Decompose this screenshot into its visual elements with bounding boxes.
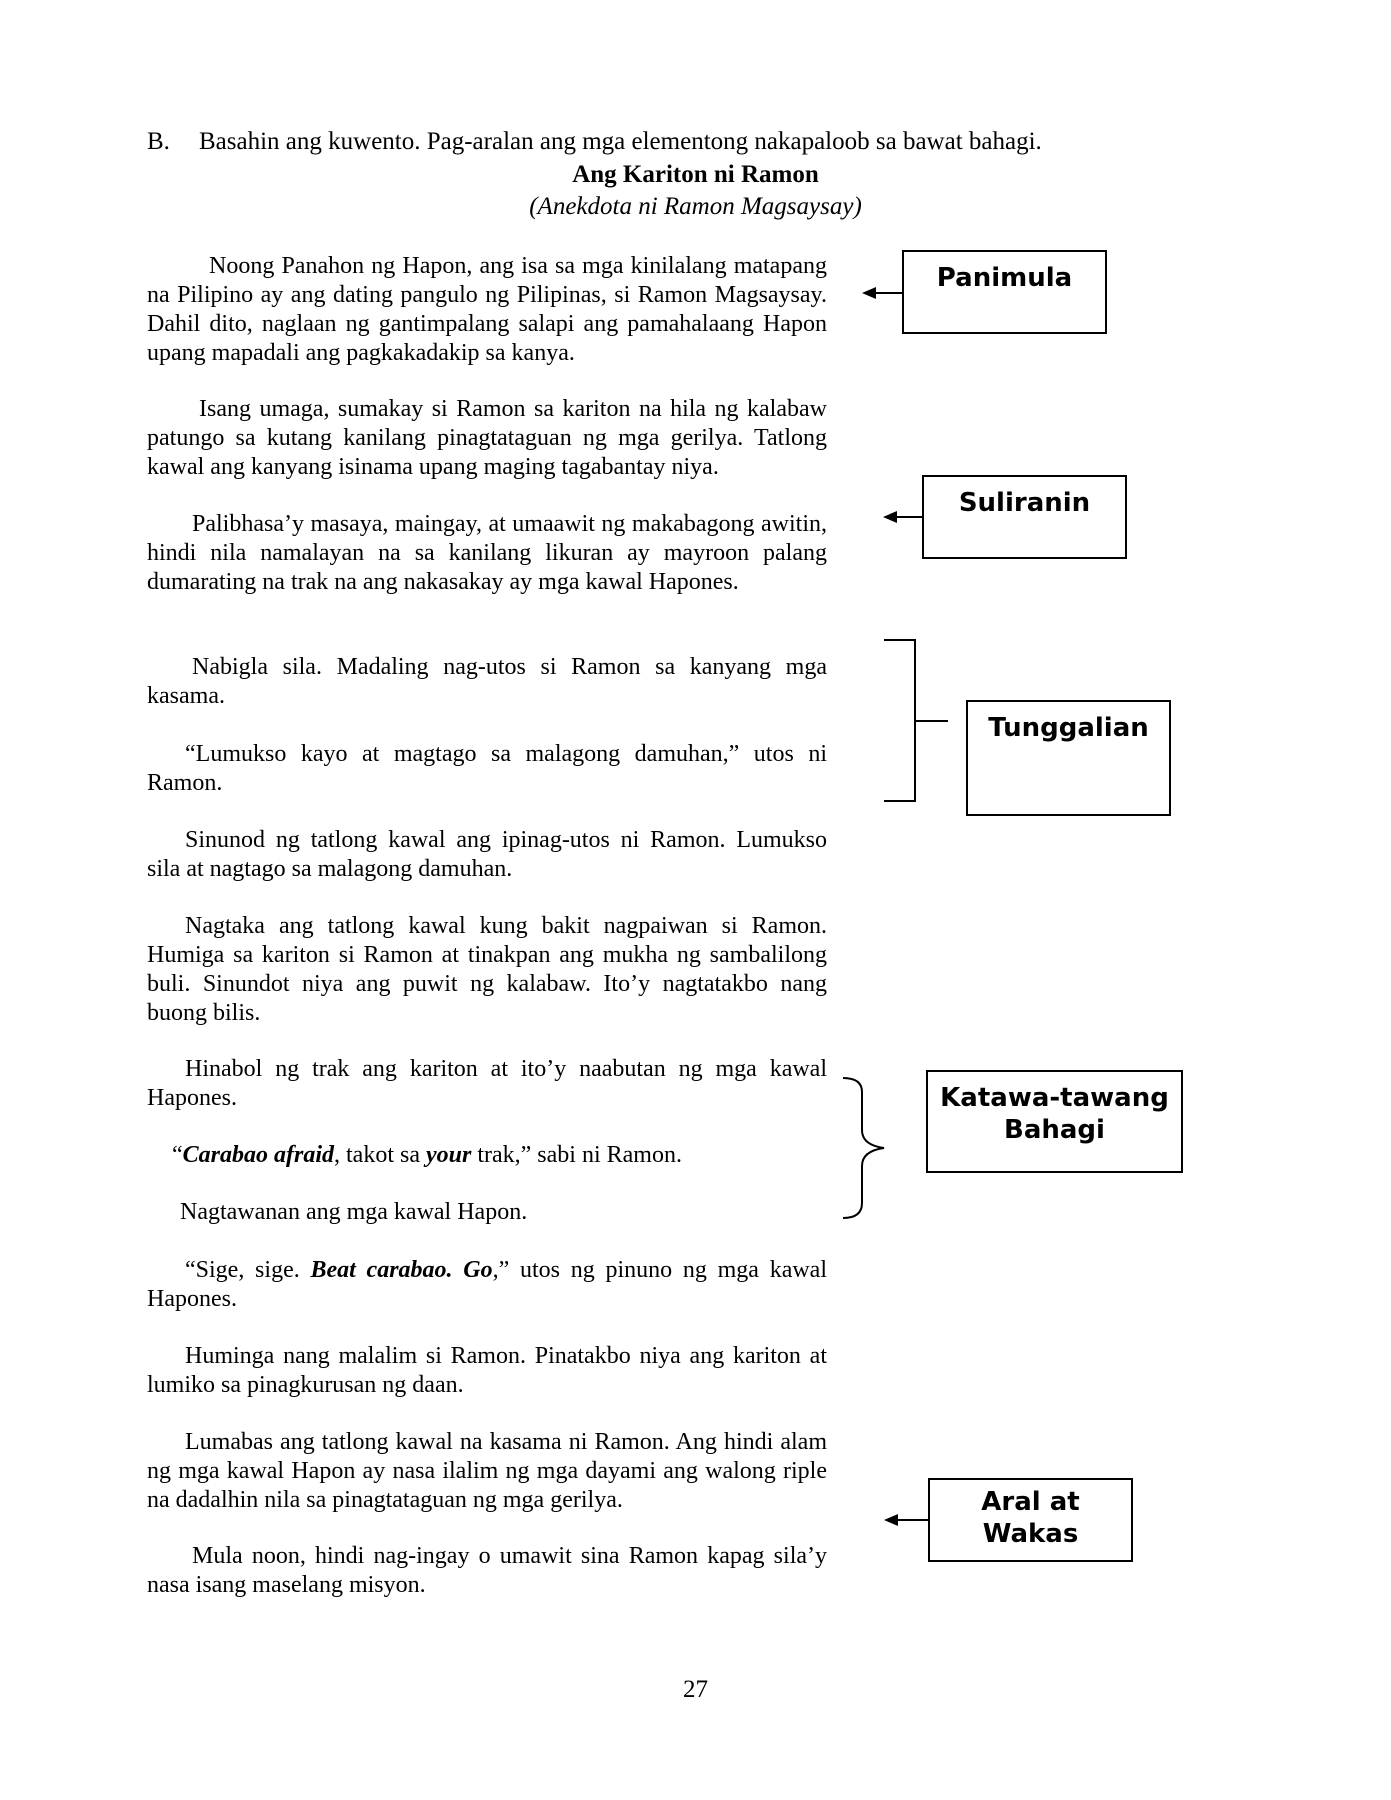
p9-mid: , takot sa (334, 1142, 426, 1168)
story-subtitle: (Anekdota ni Ramon Magsaysay) (529, 193, 862, 220)
paragraph-12: Huminga nang malalim si Ramon. Pinatakbo niya ang kariton at lumiko sa pinagkurusan ng daan. (147, 1343, 827, 1398)
label-aral-line-2: Wakas (982, 1519, 1079, 1549)
paragraph-10: Nagtawanan ang mga kawal Hapon. (180, 1199, 528, 1225)
story-title: Ang Kariton ni Ramon (572, 161, 819, 188)
paragraph-14: Mula noon, hindi nag-ingay o umawit sina Ramon kapag sila’y nasa isang maselang misyon. (147, 1543, 827, 1598)
label-katawa-line-1: Katawa-tawang (940, 1083, 1169, 1113)
p11-start: “Sige, sige. (185, 1257, 311, 1283)
arrow-aral-icon (884, 1514, 928, 1526)
p9-open-quote: “ (172, 1142, 183, 1168)
instruction-text: Basahin ang kuwento. Pag-aralan ang mga elementong nakapaloob sa bawat bahagi. (199, 128, 1042, 155)
p11-bold: Beat carabao. Go (310, 1257, 493, 1283)
paragraph-2: Isang umaga, sumakay si Ramon sa kariton na hila ng kalabaw patungo sa kutang kanilang pinagtataguan ng mga gerilya. Tatlong kawal ang kanyang isinama upang maging tagabantay niya. (147, 396, 827, 480)
paragraph-13: Lumabas ang tatlong kawal na kasama ni Ramon. Ang hindi alam ng mga kawal Hapon ay nasa ilalim ng mga dayami ang walong riple na dadalhin nila sa pinagtataguan ng mga gerilya. (147, 1429, 827, 1513)
paragraph-8: Hinabol ng trak ang kariton at ito’y naabutan ng mga kawal Hapones. (147, 1056, 827, 1111)
paragraph-4: Nabigla sila. Madaling nag-utos si Ramon sa kanyang mga kasama. (147, 654, 827, 709)
paragraph-1: Noong Panahon ng Hapon, ang isa sa mga kinilalang matapang na Pilipino ay ang dating pangulo ng Pilipinas, si Ramon Magsaysay. Dahil dito, naglaan ng gantimpalang salapi ang pamahalaang Hapon upang mapadali ang pagkakadakip sa kanya. (147, 253, 827, 366)
page-number: 27 (683, 1676, 708, 1703)
paragraph-7: Nagtaka ang tatlong kawal kung bakit nagpaiwan si Ramon. Humiga sa kariton si Ramon at tinakpan ang mukha ng sambalilong buli. Sinundot niya ang puwit ng kalabaw. Ito’y nagtatakbo nang buong bilis. (147, 913, 827, 1026)
p9-bold-1: Carabao afraid (182, 1142, 335, 1168)
p11-end: ,” utos ng pinuno ng mga kawal Hapones. (147, 1257, 828, 1312)
instruction-letter: B. (147, 128, 170, 155)
p9-bold-2: your (426, 1142, 472, 1168)
label-katawa-line-2: Bahagi (1004, 1115, 1105, 1145)
p9-end: trak,” sabi ni Ramon. (471, 1142, 682, 1168)
brace-katawa-icon (843, 1078, 884, 1218)
label-tunggalian-text: Tunggalian (988, 713, 1149, 743)
arrow-suliranin-icon (883, 511, 922, 523)
label-panimula-text: Panimula (936, 263, 1073, 293)
paragraph-3: Palibhasa’y masaya, maingay, at umaawit ng makabagong awitin, hindi nila namalayan na sa kanilang likuran ay mayroon palang dumarating na trak na ang nakasakay ay mga kawal Hapones. (147, 511, 827, 595)
bracket-tunggalian-icon (884, 640, 948, 801)
paragraph-5: “Lumukso kayo at magtago sa malagong damuhan,” utos ni Ramon. (147, 741, 827, 796)
label-aral-line-1: Aral at (981, 1487, 1080, 1517)
paragraph-6: Sinunod ng tatlong kawal ang ipinag-utos ni Ramon. Lumukso sila at nagtago sa malagong damuhan. (147, 827, 827, 882)
label-suliranin-text: Suliranin (958, 488, 1091, 518)
arrow-panimula-icon (862, 287, 902, 299)
